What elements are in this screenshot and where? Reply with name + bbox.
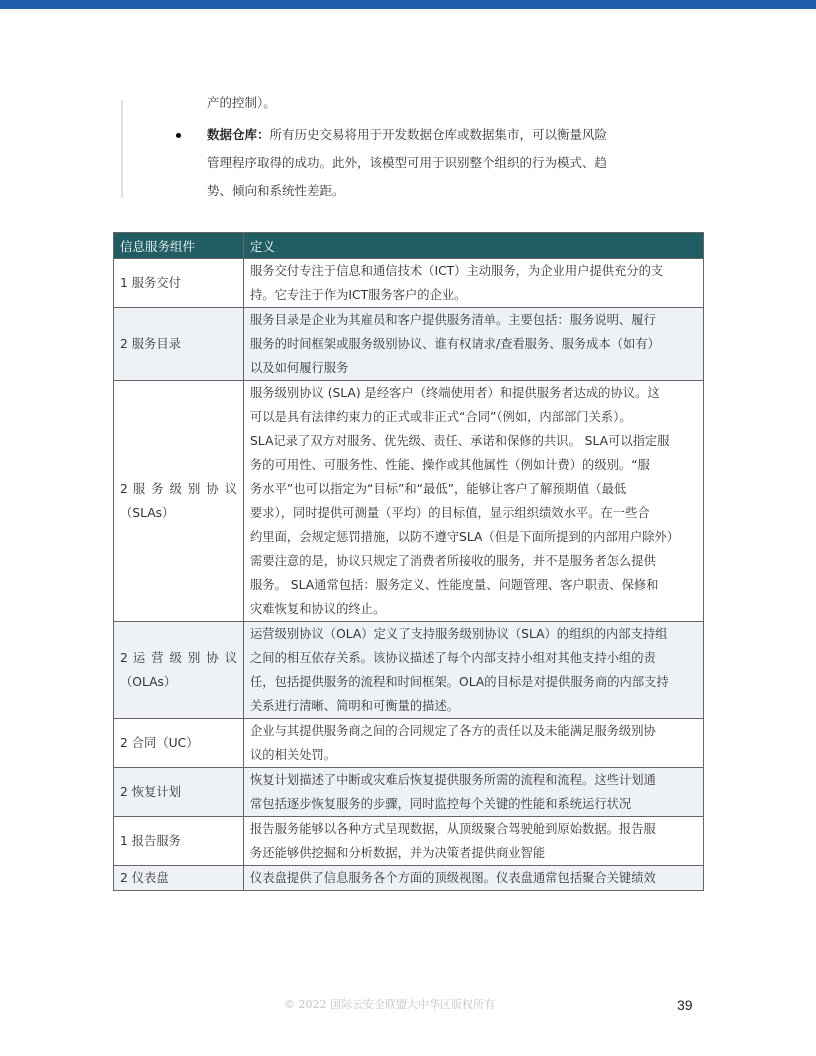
definition-cell bbox=[244, 768, 704, 817]
definition-cell bbox=[244, 866, 704, 891]
component-cell bbox=[114, 622, 244, 719]
definition-line: 可以是具有法律约束力的正式或非正式“合同”（例如，内部部门关系）。 bbox=[250, 410, 632, 424]
definition-cell bbox=[244, 308, 704, 381]
definition-line: 仪表盘提供了信息服务各个方面的顶级视图。仪表盘通常包括聚合关键绩效 bbox=[250, 871, 656, 885]
definition-line: 务的可用性、可服务性、性能、操作或其他属性（例如计费）的级别。“服 bbox=[250, 458, 650, 472]
component-cell bbox=[114, 381, 244, 622]
column-header-component: 信息服务组件 bbox=[114, 233, 244, 259]
table-row bbox=[114, 817, 704, 866]
definition-line: 约里面，会规定惩罚措施，以防不遵守SLA（但是下面所提到的内部用户除外） bbox=[250, 530, 680, 544]
bullet-dot-icon bbox=[176, 133, 181, 138]
component-line: 1 报告服务 bbox=[120, 834, 181, 848]
component-cell bbox=[114, 866, 244, 891]
definition-line: 任，包括提供服务的流程和时间框架。OLA的目标是对提供服务商的内部支持 bbox=[250, 675, 669, 689]
table-row bbox=[114, 768, 704, 817]
definition-line: 企业与其提供服务商之间的合同规定了各方的责任以及未能满足服务级别协 bbox=[250, 724, 656, 738]
definition-line: 服务的时间框架或服务级别协议、谁有权请求/查看服务、服务成本（如有） bbox=[250, 337, 660, 351]
definition-line: SLA记录了双方对服务、优先级、责任、承诺和保修的共识。 SLA可以指定服 bbox=[250, 434, 670, 448]
definition-line: 服务级别协议 (SLA) 是经客户（终端使用者）和提供服务者达成的协议。这 bbox=[250, 386, 660, 400]
definition-cell bbox=[244, 259, 704, 308]
intro-continuation: 产的控制）。 bbox=[207, 95, 276, 110]
component-cell bbox=[114, 817, 244, 866]
definition-line: 需要注意的是，协议只规定了消费者所接收的服务，并不是服务者怎么提供 bbox=[250, 554, 656, 568]
definition-line: 服务目录是企业为其雇员和客户提供服务清单。主要包括：服务说明、履行 bbox=[250, 313, 656, 327]
bullet-text bbox=[207, 126, 657, 210]
component-line: 1 服务交付 bbox=[120, 276, 181, 290]
component-line: 2 恢复计划 bbox=[120, 785, 181, 799]
bullet-line bbox=[207, 126, 657, 154]
info-service-table bbox=[113, 232, 704, 891]
component-cell bbox=[114, 768, 244, 817]
definition-cell bbox=[244, 381, 704, 622]
table-row bbox=[114, 381, 704, 622]
definition-line: 报告服务能够以各种方式呈现数据，从顶级聚合驾驶舱到原始数据。报告服 bbox=[250, 822, 656, 836]
component-line: 2 仪表盘 bbox=[120, 871, 169, 885]
component-line: 2 服 务 级 别 协 议 bbox=[120, 482, 237, 496]
quote-bar bbox=[121, 100, 123, 198]
definition-line: 关系进行清晰、简明和可衡量的描述。 bbox=[250, 699, 460, 713]
table-row bbox=[114, 719, 704, 768]
component-cell bbox=[114, 259, 244, 308]
footer-copyright: © 2022 国际云安全联盟大中华区版权所有 bbox=[284, 998, 495, 1011]
table-row bbox=[114, 259, 704, 308]
definition-line: 议的相关处罚。 bbox=[250, 748, 337, 762]
definition-line: 务水平”也可以指定为“目标”和“最低”，能够让客户了解预期值（最低 bbox=[250, 482, 627, 496]
definition-line: 之间的相互依存关系。该协议描述了每个内部支持小组对其他支持小组的责 bbox=[250, 651, 656, 665]
component-line: 2 运 营 级 别 协 议 bbox=[120, 651, 237, 665]
definition-cell bbox=[244, 817, 704, 866]
table-row bbox=[114, 308, 704, 381]
top-accent-bar bbox=[0, 0, 816, 9]
definition-cell bbox=[244, 719, 704, 768]
definition-line: 持。它专注于作为ICT服务客户的企业。 bbox=[250, 288, 467, 302]
definition-line: 灾难恢复和协议的终止。 bbox=[250, 602, 386, 616]
bullet-line-text: 所有历史交易将用于开发数据仓库或数据集市，可以衡量风险 bbox=[269, 127, 608, 142]
definition-line: 恢复计划描述了中断或灾难后恢复提供服务所需的流程和流程。这些计划通 bbox=[250, 773, 656, 787]
definition-line: 服务交付专注于信息和通信技术（ICT）主动服务，为企业用户提供充分的支 bbox=[250, 264, 664, 278]
column-header-definition: 定义 bbox=[244, 233, 704, 259]
definition-line: 常包括逐步恢复服务的步骤，同时监控每个关键的性能和系统运行状况 bbox=[250, 797, 632, 811]
definition-cell bbox=[244, 622, 704, 719]
definition-line: 服务。 SLA通常包括：服务定义、性能度量、问题管理、客户职责、保修和 bbox=[250, 578, 659, 592]
page-number: 39 bbox=[677, 997, 693, 1013]
bullet-term: 数据仓库： bbox=[207, 127, 270, 142]
table-row bbox=[114, 866, 704, 891]
component-line: （SLAs） bbox=[120, 506, 175, 520]
table-body bbox=[114, 259, 704, 891]
definition-line: 务还能够供挖掘和分析数据，并为决策者提供商业智能 bbox=[250, 846, 546, 860]
component-line: 2 合同（UC） bbox=[120, 736, 199, 750]
table-header-row bbox=[114, 233, 704, 259]
bullet-line: 势、倾向和系统性差距。 bbox=[207, 183, 345, 198]
bullet-line: 管理程序取得的成功。此外，该模型可用于识别整个组织的行为模式、趋 bbox=[207, 155, 608, 170]
component-line: 2 服务目录 bbox=[120, 337, 181, 351]
table-row bbox=[114, 622, 704, 719]
definition-line: 运营级别协议（OLA）定义了支持服务级别协议（SLA）的组织的内部支持组 bbox=[250, 627, 668, 641]
component-line: （OLAs） bbox=[120, 675, 177, 689]
definition-line: 要求），同时提供可测量（平均）的目标值，显示组织绩效水平。在一些合 bbox=[250, 506, 650, 520]
component-cell bbox=[114, 719, 244, 768]
definition-line: 以及如何履行服务 bbox=[250, 361, 349, 375]
component-cell bbox=[114, 308, 244, 381]
